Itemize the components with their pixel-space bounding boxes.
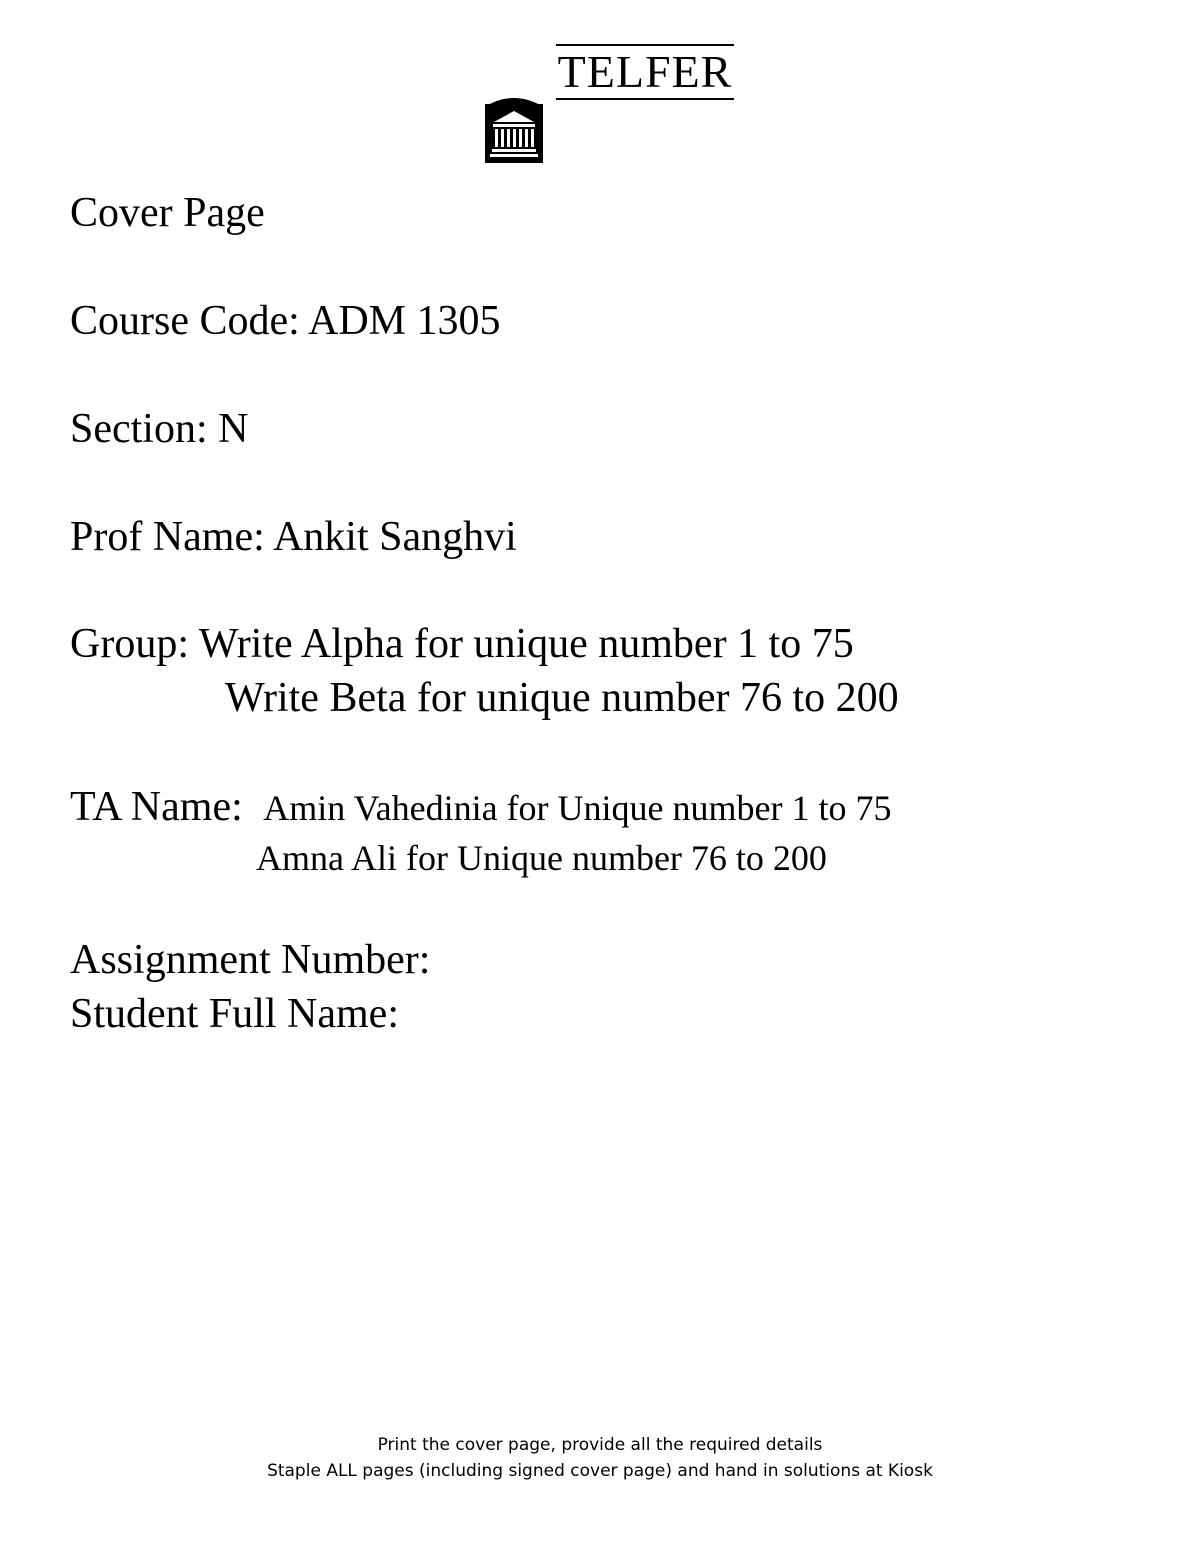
group-line-2: Write Beta for unique number 76 to 200 (225, 675, 899, 721)
footer-instruction-1: Print the cover page, provide all the required details (377, 1435, 823, 1455)
course-code: Course Code: ADM 1305 (70, 298, 501, 344)
assignment-number: Assignment Number: (70, 937, 431, 983)
footer-instruction-2: Staple ALL pages (including signed cover page) and hand in solutions at Kiosk (267, 1461, 933, 1481)
ta-label: TA Name: (70, 784, 243, 830)
ta-line-1: Amin Vahedinia for Unique number 1 to 75 (263, 788, 892, 828)
university-building-icon (484, 96, 544, 164)
telfer-wordmark: TELFER (556, 44, 734, 100)
student-full-name: Student Full Name: (70, 991, 399, 1037)
ta-name-row (70, 783, 892, 832)
group-line-1: Group: Write Alpha for unique number 1 to 75 (70, 621, 854, 667)
section: Section: N (70, 406, 249, 452)
prof-name: Prof Name: Ankit Sanghvi (70, 514, 517, 560)
cover-title: Cover Page (70, 190, 265, 236)
ta-line-2: Amna Ali for Unique number 76 to 200 (256, 838, 827, 878)
